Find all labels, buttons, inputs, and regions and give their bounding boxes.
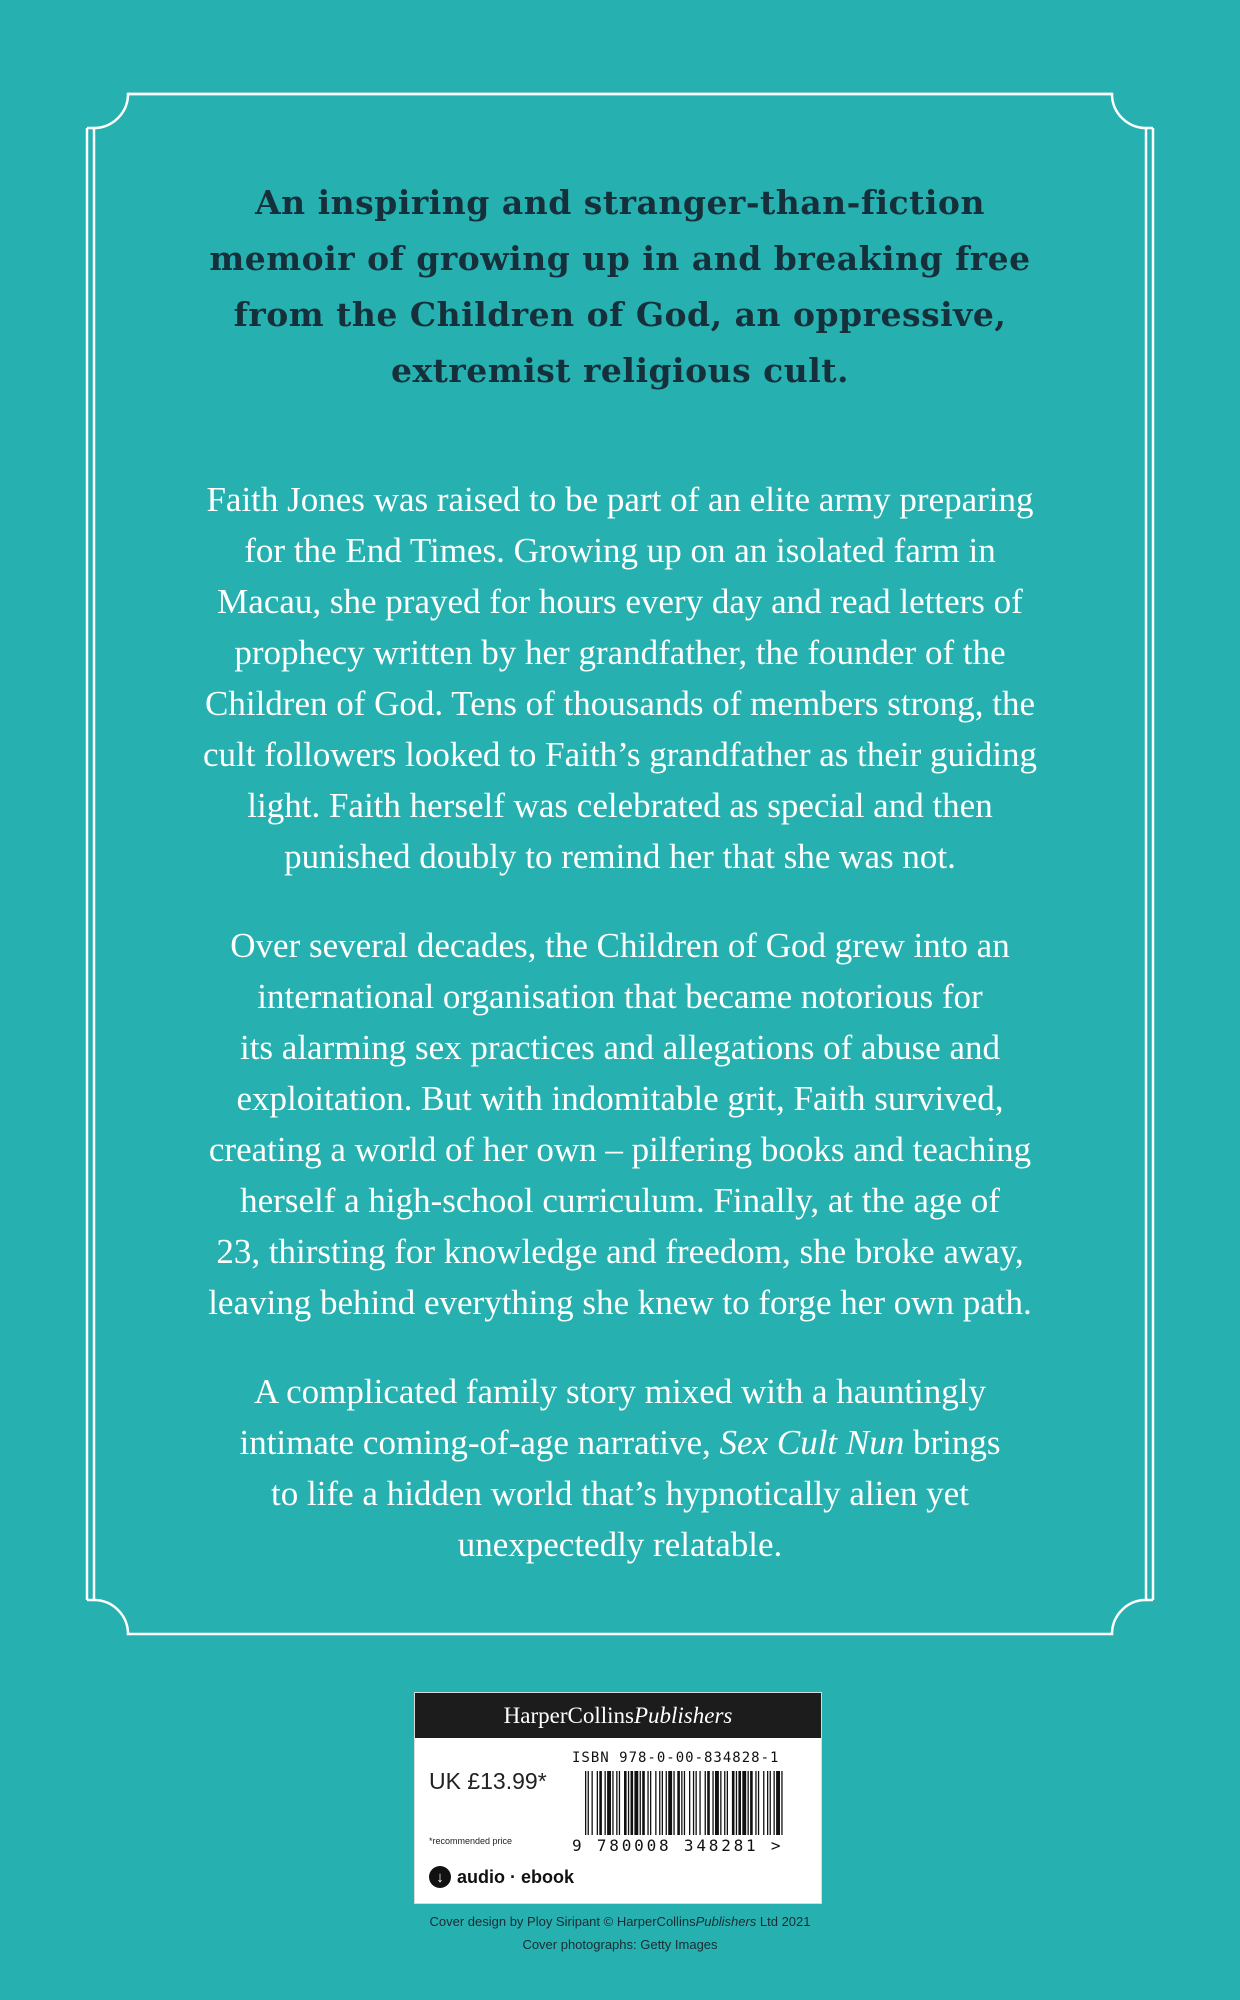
publisher-name: HarperCollins: [503, 1703, 634, 1728]
publisher-banner: [415, 1693, 821, 1738]
blurb-content: [150, 175, 1090, 1608]
barcode-bar: [732, 1771, 735, 1835]
barcode-bar: [599, 1771, 602, 1835]
price: UK £13.99*: [429, 1768, 547, 1794]
barcode-bar: [607, 1771, 611, 1835]
tagline-line: An inspiring and stranger-than-fiction: [255, 183, 985, 222]
barcode-bar: [715, 1771, 719, 1835]
barcode-bar: [781, 1771, 782, 1835]
barcode-bar: [750, 1771, 753, 1835]
paragraph-line: to life a hidden world that’s hypnotically alien yet: [271, 1474, 969, 1513]
paragraph-line: herself a high-school curriculum. Finally, at the age of: [240, 1181, 1000, 1220]
paragraph-line: [150, 1417, 1090, 1468]
barcode-bar: [738, 1771, 741, 1835]
credits-text: Cover design by Ploy Siripant © HarperCollins: [429, 1914, 696, 1929]
barcode-bar: [659, 1771, 660, 1835]
barcode-bar: [770, 1771, 771, 1835]
barcode-bar: [774, 1771, 775, 1835]
paragraph-line: Children of God. Tens of thousands of members strong, the: [205, 684, 1035, 723]
barcode-bar: [720, 1771, 721, 1835]
publisher-name-italic: Publishers: [633, 1703, 733, 1728]
barcode-bar: [624, 1771, 627, 1835]
tagline-line: memoir of growing up in and breaking free: [209, 239, 1031, 278]
barcode-bar: [755, 1771, 756, 1835]
paragraph-line: unexpectedly relatable.: [457, 1525, 783, 1564]
paragraph-line: light. Faith herself was celebrated as special and then: [247, 786, 993, 825]
barcode-bar: [705, 1771, 706, 1835]
credits-line-1: [300, 1910, 940, 1933]
paragraph-line: 23, thirsting for knowledge and freedom, she broke away,: [216, 1232, 1024, 1271]
barcode-bar: [588, 1771, 589, 1835]
barcode-bar: [597, 1771, 598, 1835]
paragraph-line: A complicated family story mixed with a hauntingly: [254, 1372, 986, 1411]
blurb-paragraph-2: [150, 920, 1090, 1328]
barcode-bar: [707, 1771, 710, 1835]
credits-text-italic: Publishers: [695, 1914, 757, 1929]
paragraph-line: international organisation that became notorious for: [257, 977, 983, 1016]
credits-text: Ltd 2021: [756, 1914, 811, 1929]
paragraph-line: Macau, she prayed for hours every day and read letters of: [217, 582, 1023, 621]
paragraph-line: for the End Times. Growing up on an isolated farm in: [244, 531, 996, 570]
barcode-bar: [642, 1771, 645, 1835]
blurb-paragraph-3: [150, 1366, 1090, 1570]
barcode-bar: [693, 1771, 694, 1835]
paragraph-line: punished doubly to remind her that she was not.: [284, 837, 956, 876]
barcode-bar: [605, 1771, 606, 1835]
barcode-bar: [634, 1771, 638, 1835]
paragraph-line: leaving behind everything she knew to forge her own path.: [208, 1283, 1032, 1322]
paragraph-text: brings: [904, 1423, 1001, 1462]
barcode-bar: [736, 1771, 737, 1835]
barcode-bar: [619, 1771, 620, 1835]
download-circle-icon: ↓: [429, 1866, 451, 1888]
barcode-bar: [742, 1771, 746, 1835]
barcode-bar: [763, 1771, 764, 1835]
barcode-bar: [666, 1771, 667, 1835]
barcode-bar: [699, 1771, 700, 1835]
paragraph-line: prophecy written by her grandfather, the founder of the: [234, 633, 1006, 672]
barcode-bar: [724, 1771, 725, 1835]
barcode-bar: [647, 1771, 648, 1835]
barcode-bar: [592, 1771, 593, 1835]
barcode-bar: [681, 1771, 682, 1835]
barcode-bar: [767, 1771, 768, 1835]
barcode-digits: 9 780008 348281 >: [572, 1836, 784, 1855]
barcode-bar: [689, 1771, 690, 1835]
barcode-bar: [585, 1771, 586, 1835]
barcode-bar: [677, 1771, 680, 1835]
paragraph-line: Over several decades, the Children of God grew into an: [230, 926, 1010, 965]
paragraph-text: intimate coming-of-age narrative,: [239, 1423, 720, 1462]
audio-ebook-label: audio · ebook: [457, 1866, 574, 1887]
paragraph-line: its alarming sex practices and allegations of abuse and: [239, 1028, 1001, 1067]
barcode-bar: [684, 1771, 685, 1835]
barcode-bar: [668, 1771, 672, 1835]
cover-credits: [300, 1910, 940, 1956]
paragraph-line: creating a world of her own – pilfering books and teaching: [208, 1130, 1032, 1169]
barcode-bar: [696, 1771, 697, 1835]
credits-line-2: Cover photographs: Getty Images: [522, 1937, 718, 1952]
audio-ebook-badge: [429, 1866, 574, 1888]
paragraph-line: cult followers looked to Faith’s grandfather as their guiding: [203, 735, 1037, 774]
barcode-bar: [662, 1771, 663, 1835]
barcode-bar: [640, 1771, 641, 1835]
tagline: [150, 175, 1090, 399]
book-title: Sex Cult Nun: [719, 1423, 905, 1462]
tagline-line: from the Children of God, an oppressive,: [233, 295, 1007, 334]
barcode-bar: [758, 1771, 759, 1835]
barcode-bar: [650, 1771, 651, 1835]
tagline-line: extremist religious cult.: [390, 351, 850, 390]
barcode-bar: [631, 1771, 634, 1835]
barcode-bar: [748, 1771, 749, 1835]
barcode-bar: [727, 1771, 728, 1835]
barcode: [585, 1771, 785, 1835]
barcode-bar: [673, 1771, 674, 1835]
barcode-bar: [655, 1771, 656, 1835]
paragraph-line: Faith Jones was raised to be part of an elite army preparing: [206, 480, 1034, 519]
barcode-box: [414, 1692, 822, 1904]
barcode-bar: [712, 1771, 713, 1835]
paragraph-line: exploitation. But with indomitable grit, Faith survived,: [236, 1079, 1004, 1118]
isbn: ISBN 978-0-00-834828-1: [572, 1750, 780, 1766]
barcode-bar: [776, 1771, 780, 1835]
barcode-bar: [616, 1771, 617, 1835]
barcode-bar: [628, 1771, 629, 1835]
recommended-price-note: *recommended price: [429, 1836, 513, 1846]
blurb-paragraph-1: [150, 474, 1090, 882]
barcode-bar: [612, 1771, 613, 1835]
